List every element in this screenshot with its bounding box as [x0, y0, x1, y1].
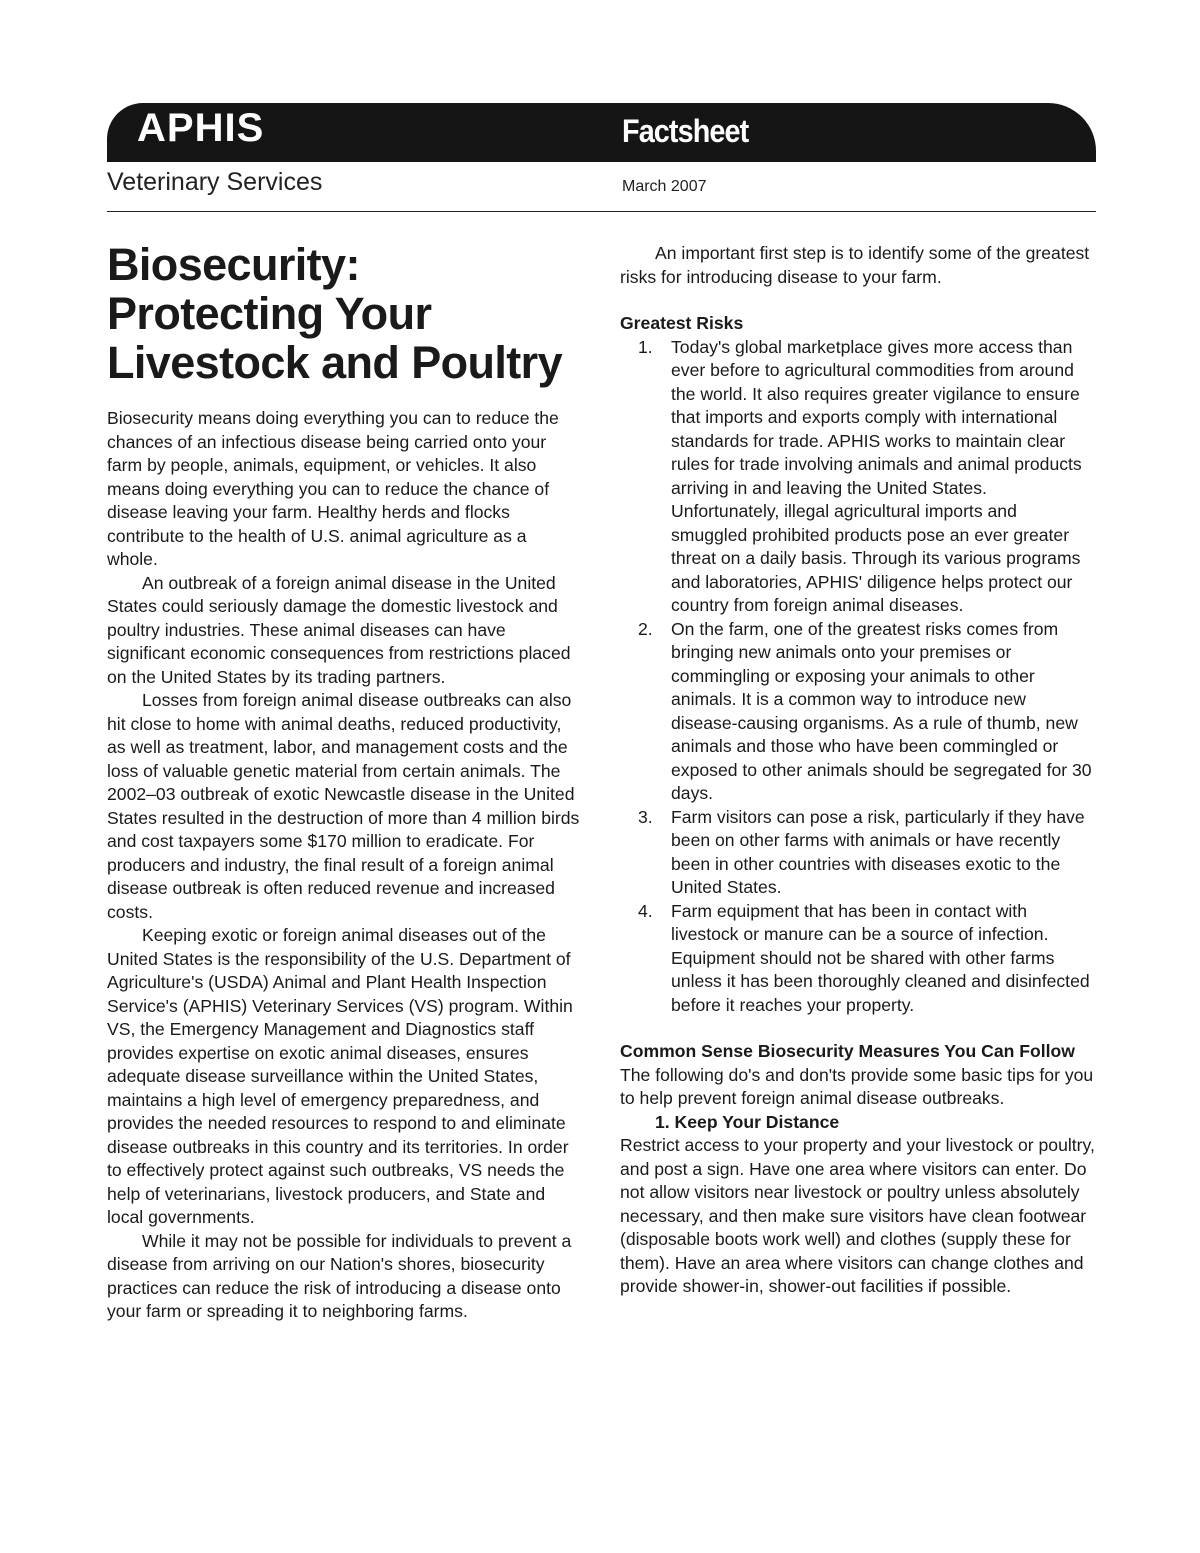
- doc-type-label: Factsheet: [622, 113, 749, 149]
- publication-date: March 2007: [622, 178, 707, 195]
- body-paragraph: Keeping exotic or foreign animal diseases out of the United States is the responsibility of the U.S. Department of Agriculture's (USDA) Animal and Plant Health Inspection Service's (APHIS) Veterinary Services (VS) program. Within VS, the Emergency Management and Diagnostics staff provides expertise on exotic animal diseases, ensures adequate disease surveillance within the United States, maintains a high level of emergency preparedness, and provides the needed resources to respond to and eliminate disease outbreaks in this country and its territories. In order to effectively protect against such outbreaks, VS needs the help of veterinarians, livestock producers, and State and local governments.: [107, 925, 573, 1227]
- left-column: [107, 240, 581, 1324]
- list-item: [620, 806, 1096, 900]
- page-title: [107, 240, 581, 387]
- list-number: 2.: [638, 618, 653, 639]
- body-paragraph: While it may not be possible for individuals to prevent a disease from arriving on our Nation's shores, biosecurity practices can reduce the risk of introducing a disease onto your farm or spreading it to neighboring farms.: [107, 1230, 572, 1321]
- measures-intro: The following do's and don'ts provide some basic tips for you to help prevent foreign animal disease outbreaks.: [620, 1064, 1094, 1108]
- list-item-text: Farm equipment that has been in contact with livestock or manure can be a source of infection. Equipment should not be shared with other farms unless it has been thoroughly cleaned and disinfected before it reaches your property.: [671, 900, 1090, 1015]
- list-item: [620, 900, 1096, 1018]
- list-item: [620, 618, 1096, 806]
- list-number: 3.: [638, 806, 653, 827]
- title-line: Protecting Your: [107, 288, 432, 339]
- risks-heading: Greatest Risks: [620, 313, 744, 333]
- body-paragraph: Losses from foreign animal disease outbreaks can also hit close to home with animal deaths, reduced productivity, as well as treatment, labor, and management costs and the loss of valuable genetic material from certain animals. The 2002–03 outbreak of exotic Newcastle disease in the United States resulted in the destruction of more than 4 million birds and cost taxpayers some $170 million to eradicate. For producers and industry, the final result of a foreign animal disease outbreak is often reduced revenue and increased costs.: [107, 690, 580, 922]
- measure-1-title: 1. Keep Your Distance: [655, 1111, 840, 1132]
- body-paragraph: Biosecurity means doing everything you can to reduce the chances of an infectious disease being carried onto your farm by people, animals, equipment, or vehicles. It also means doing everything you can to reduce the chance of disease leaving your farm. Healthy herds and flocks contribute to the health of U.S. animal agriculture as a whole.: [107, 408, 559, 569]
- risks-list: [620, 336, 1096, 1018]
- list-number: 1.: [638, 336, 653, 357]
- list-item-text: On the farm, one of the greatest risks comes from bringing new animals onto your premises or commingling or exposing your animals to other animals. It is a common way to introduce new disease-causing organisms. As a rule of thumb, new animals and those who have been commingled or exposed to other animals should be segregated for 30 days.: [671, 618, 1092, 803]
- title-line: Biosecurity:: [107, 239, 360, 290]
- list-item: [620, 336, 1096, 618]
- header-divider: [107, 211, 1096, 212]
- right-column: [620, 242, 1096, 1299]
- title-line: Livestock and Poultry: [107, 337, 563, 388]
- measures-heading: Common Sense Biosecurity Measures You Can Follow: [620, 1041, 1075, 1061]
- intro-paragraph: An important first step is to identify some of the greatest risks for introducing disease to your farm.: [620, 243, 1090, 287]
- list-item-text: Farm visitors can pose a risk, particularly if they have been on other farms with animals or have recently been in other countries with diseases exotic to the United States.: [671, 806, 1085, 897]
- aphis-logo-text: APHIS: [137, 106, 265, 150]
- measure-1-text: Restrict access to your property and your livestock or poultry, and post a sign. Have one area where visitors can enter. Do not allow visitors near livestock or poultry unless absolutely necessary, and then make sure visitors have clean footwear (disposable boots work well) and clothes (supply these for them). Have an area where visitors can change clothes and provide shower-in, shower-out facilities if possible.: [620, 1135, 1095, 1296]
- list-number: 4.: [638, 900, 653, 921]
- body-paragraph: An outbreak of a foreign animal disease in the United States could seriously damage the domestic livestock and poultry industries. These animal diseases can have significant economic consequences from restrictions placed on the United States by its trading partners.: [107, 572, 571, 687]
- header-banner: [107, 103, 1096, 162]
- department-name: Veterinary Services: [107, 168, 323, 196]
- list-item-text: Today's global marketplace gives more access than ever before to agricultural commodities from around the world. It also requires greater vigilance to ensure that imports and exports comply with international standards for trade. APHIS works to maintain clear rules for trade involving animals and animal products arriving in and leaving the United States. Unfortunately, illegal agricultural imports and smuggled prohibited products pose an ever greater threat on a daily basis. Through its various programs and laboratories, APHIS' diligence helps protect our country from foreign animal diseases.: [671, 336, 1082, 615]
